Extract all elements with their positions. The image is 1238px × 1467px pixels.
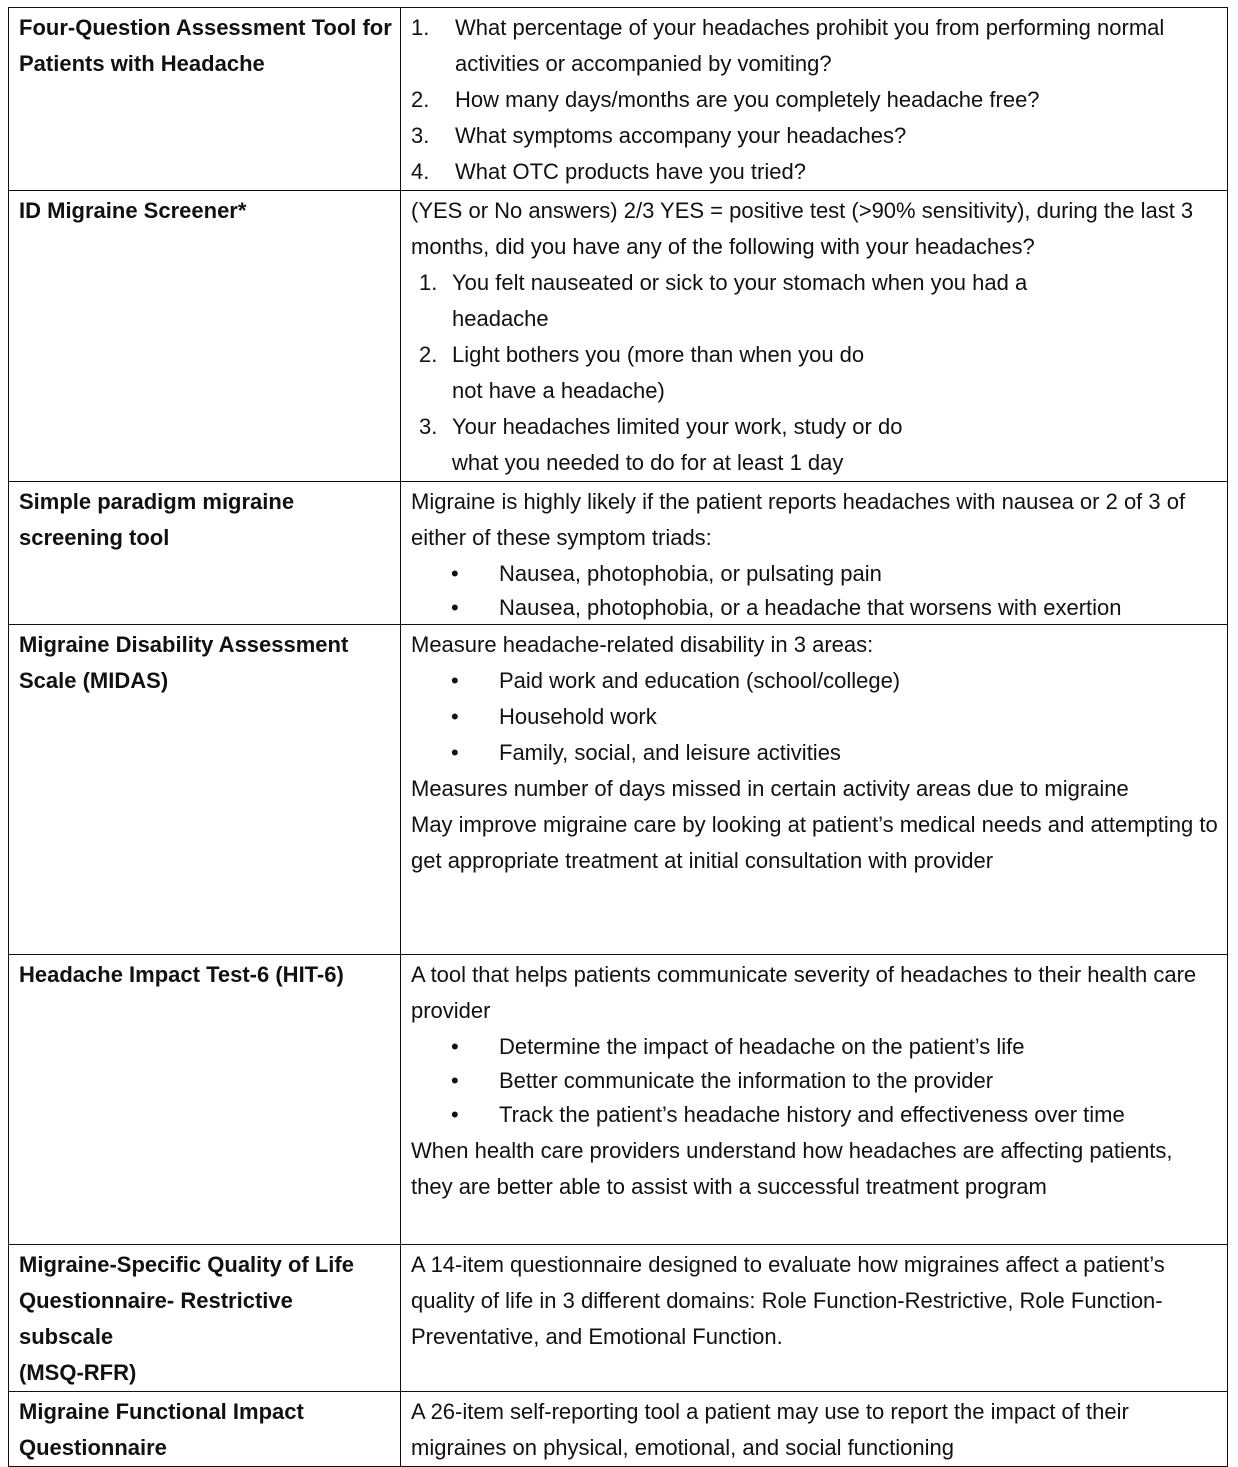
table-row bbox=[9, 625, 1228, 955]
intro-text: Measure headache-related disability in 3 areas: bbox=[411, 632, 874, 657]
table-row bbox=[9, 955, 1228, 1245]
intro-text: A 14-item questionnaire designed to evaluate how migraines affect a patient’s quality of life in 3 different domains: Role Function-Restrictive, Role Function-Preventative, and Emotional Function. bbox=[411, 1252, 1165, 1349]
intro-text: A tool that helps patients communicate severity of headaches to their health care provider bbox=[411, 962, 1197, 1023]
list-item: • Family, social, and leisure activities bbox=[411, 735, 1219, 771]
list-item: • Better communicate the information to the provider bbox=[411, 1063, 1219, 1097]
list-item: • Track the patient’s headache history and effectiveness over time bbox=[411, 1097, 1219, 1133]
bullet-icon: • bbox=[451, 595, 459, 620]
list-item: • Paid work and education (school/college) bbox=[411, 663, 1219, 699]
bullet-icon: • bbox=[451, 740, 459, 765]
list-item: 2. How many days/months are you completely headache free? bbox=[411, 87, 1040, 112]
list-item: 4. What OTC products have you tried? bbox=[411, 159, 806, 184]
tool-name: Migraine Disability Assessment Scale (MIDAS) bbox=[9, 625, 401, 955]
bullet-icon: • bbox=[451, 704, 459, 729]
table-row bbox=[9, 8, 1228, 191]
tool-name: Migraine-Specific Quality of Life Questionnaire- Restrictive subscale (MSQ-RFR) bbox=[9, 1245, 401, 1392]
tool-name: Four-Question Assessment Tool for Patients with Headache bbox=[9, 8, 401, 191]
intro-text: (YES or No answers) 2/3 YES = positive test (>90% sensitivity), during the last 3 months, did you have any of the following with your headaches? bbox=[411, 198, 1194, 259]
tool-description bbox=[401, 955, 1228, 1245]
tool-description bbox=[401, 8, 1228, 191]
tool-description bbox=[401, 1245, 1228, 1392]
list-item: • Nausea, photophobia, or a headache that worsens with exertion bbox=[411, 590, 1219, 624]
table-row bbox=[9, 1392, 1228, 1467]
assessment-tools-table bbox=[8, 7, 1228, 1467]
table-row bbox=[9, 1245, 1228, 1392]
body-text: Measures number of days missed in certain activity areas due to migraine bbox=[411, 776, 1129, 801]
tool-description bbox=[401, 482, 1228, 625]
body-text: May improve migraine care by looking at patient’s medical needs and attempting to get appropriate treatment at initial consultation with provider bbox=[411, 812, 1218, 873]
body-text: When health care providers understand how headaches are affecting patients, they are better able to assist with a successful treatment program bbox=[411, 1138, 1173, 1199]
tool-name: Simple paradigm migraine screening tool bbox=[9, 482, 401, 625]
tool-description bbox=[401, 1392, 1228, 1467]
bullet-icon: • bbox=[451, 1068, 459, 1093]
bullet-icon: • bbox=[451, 1034, 459, 1059]
list-item: • Determine the impact of headache on the patient’s life bbox=[411, 1029, 1219, 1063]
table-row bbox=[9, 482, 1228, 625]
bullet-icon: • bbox=[451, 1102, 459, 1127]
list-item: 2. Light bothers you (more than when you do not have a headache) bbox=[419, 342, 865, 403]
tool-name: Migraine Functional Impact Questionnaire bbox=[9, 1392, 401, 1467]
list-item: 3. What symptoms accompany your headaches? bbox=[411, 123, 907, 148]
list-item: • Nausea, photophobia, or pulsating pain bbox=[411, 556, 1219, 590]
table-row bbox=[9, 191, 1228, 482]
tool-name: Headache Impact Test-6 (HIT-6) bbox=[9, 955, 401, 1245]
list-item: 1. What percentage of your headaches prohibit you from performing normal activities or accompanied by vomiting? bbox=[411, 15, 1165, 76]
list-item: 1. You felt nauseated or sick to your stomach when you had a headache bbox=[419, 270, 1028, 331]
list-item: • Household work bbox=[411, 699, 1219, 735]
tool-description bbox=[401, 191, 1228, 482]
tool-name: ID Migraine Screener* bbox=[9, 191, 401, 482]
tool-description bbox=[401, 625, 1228, 955]
intro-text: Migraine is highly likely if the patient reports headaches with nausea or 2 of 3 of either of these symptom triads: bbox=[411, 489, 1186, 550]
bullet-icon: • bbox=[451, 561, 459, 586]
list-item: 3. Your headaches limited your work, study or do what you needed to do for at least 1 day bbox=[419, 414, 903, 475]
bullet-icon: • bbox=[451, 668, 459, 693]
intro-text: A 26-item self-reporting tool a patient may use to report the impact of their migraines on physical, emotional, and social functioning bbox=[411, 1399, 1129, 1460]
